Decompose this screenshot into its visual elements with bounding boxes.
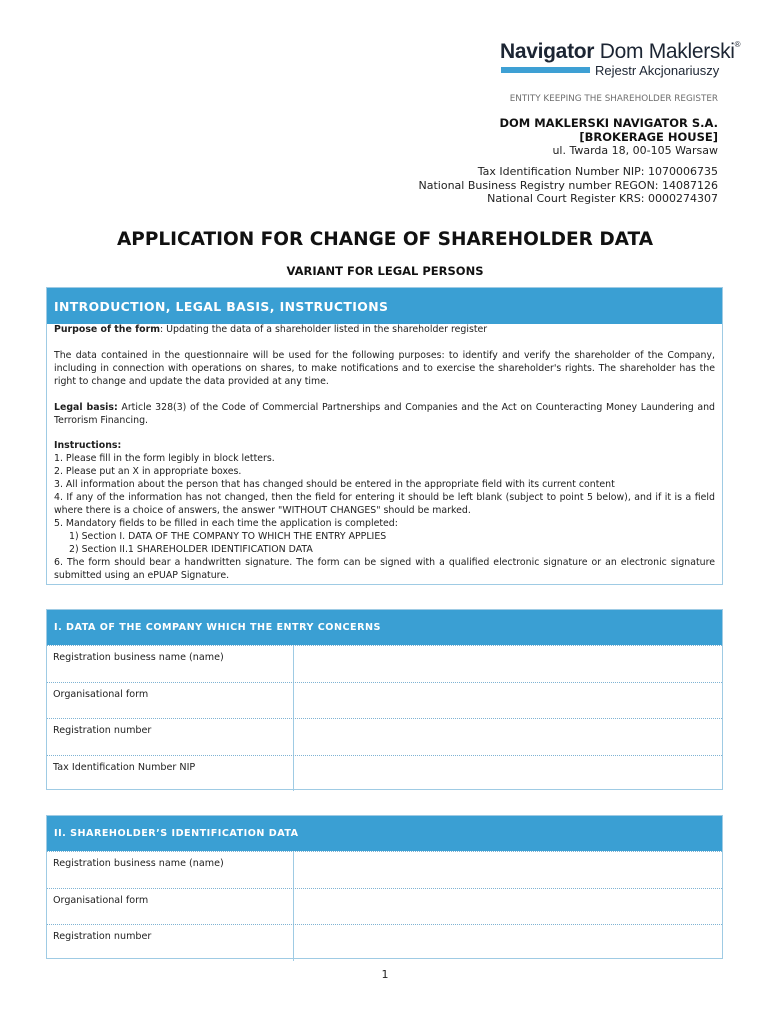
shareholder-registration-number-field[interactable] bbox=[294, 925, 722, 961]
form-row bbox=[47, 718, 722, 755]
instruction-item: 6. The form should bear a handwritten signature. The form can be signed with a qualified electronic signature or an electronic signature submitted using an ePUAP Signature. bbox=[54, 556, 715, 581]
field-label: Organisational form bbox=[47, 889, 294, 925]
logo-subtitle: Rejestr Akcjonariuszy bbox=[595, 63, 720, 78]
form-row bbox=[47, 851, 722, 888]
company-name: DOM MAKLERSKI NAVIGATOR S.A. bbox=[499, 116, 718, 130]
field-label: Registration business name (name) bbox=[47, 646, 294, 682]
instruction-item: 4. If any of the information has not changed, then the field for entering it should be left blank (subject to point 5 below), and if it is a field where there is a choice of answers, the answer "WITHOUT CHANGES" should be marked. bbox=[54, 492, 715, 516]
purpose-paragraph bbox=[54, 324, 715, 337]
nip-field[interactable] bbox=[294, 756, 722, 792]
shareholder-name-field[interactable] bbox=[294, 852, 722, 888]
document-subtitle: VARIANT FOR LEGAL PERSONS bbox=[286, 264, 484, 278]
logo-trademark: ® bbox=[734, 40, 741, 49]
form-row bbox=[47, 682, 722, 719]
krs-number: National Court Register KRS: 0000274307 bbox=[487, 192, 718, 205]
logo-brand-bold: Navigator bbox=[500, 40, 595, 63]
document-title: APPLICATION FOR CHANGE OF SHAREHOLDER DATA bbox=[116, 229, 654, 250]
legal-basis-paragraph bbox=[54, 402, 715, 428]
logo-accent-bar bbox=[501, 67, 590, 73]
company-name-field[interactable] bbox=[294, 646, 722, 682]
field-label: Registration number bbox=[47, 925, 294, 961]
legal-basis-label: Legal basis: bbox=[54, 401, 118, 413]
field-label: Registration business name (name) bbox=[47, 852, 294, 888]
instruction-item: 3. All information about the person that has changed should be entered in the appropriate field with its current content bbox=[54, 479, 615, 491]
page-number: 1 bbox=[381, 968, 389, 981]
regon-number: National Business Registry number REGON: 14087126 bbox=[418, 178, 718, 192]
section-i-heading: I. DATA OF THE COMPANY WHICH THE ENTRY CONCERNS bbox=[47, 610, 722, 645]
mandatory-section-item: 1) Section I. DATA OF THE COMPANY TO WHICH THE ENTRY APPLIES bbox=[69, 530, 387, 542]
form-row bbox=[47, 888, 722, 925]
shareholder-organisational-form-field[interactable] bbox=[294, 889, 722, 925]
shareholder-data-section bbox=[46, 815, 723, 959]
registration-info bbox=[419, 165, 719, 206]
purpose-text: : Updating the data of a shareholder listed in the shareholder register bbox=[160, 324, 488, 335]
nip-number: Tax Identification Number NIP: 1070006735 bbox=[477, 165, 718, 178]
navigator-logo bbox=[500, 40, 741, 82]
organisational-form-field[interactable] bbox=[294, 683, 722, 719]
legal-basis-text: Article 328(3) of the Code of Commercial Partnerships and Companies and the Act on Counteracting Money Laundering and Terrorism Financing. bbox=[54, 401, 715, 426]
logo-brand-light: Dom Maklerski bbox=[599, 40, 735, 63]
intro-section bbox=[46, 287, 723, 585]
field-label: Organisational form bbox=[47, 683, 294, 719]
field-label: Tax Identification Number NIP bbox=[47, 756, 294, 792]
entity-keeping-label: ENTITY KEEPING THE SHAREHOLDER REGISTER bbox=[509, 94, 718, 104]
data-purpose-paragraph: The data contained in the questionnaire will be used for the following purposes: to identify and verify the shareholder of the Company, including in connection with operations on shares, to make notifications and to exercise the shareholder's rights. The shareholder has the right to change and update the data provided at any time. bbox=[54, 349, 715, 387]
field-label: Registration number bbox=[47, 719, 294, 755]
instructions-label: Instructions: bbox=[54, 440, 122, 452]
instruction-item: 1. Please fill in the form legibly in block letters. bbox=[54, 453, 275, 465]
purpose-label: Purpose of the form bbox=[54, 324, 160, 335]
company-data-section bbox=[46, 609, 723, 790]
form-row bbox=[47, 755, 722, 792]
company-address: ul. Twarda 18, 00-105 Warsaw bbox=[552, 144, 718, 157]
form-row bbox=[47, 924, 722, 961]
instruction-item: 5. Mandatory fields to be filled in each time the application is completed: bbox=[54, 517, 398, 529]
logo-wordmark bbox=[500, 40, 740, 64]
instruction-item: 2. Please put an X in appropriate boxes. bbox=[54, 466, 242, 478]
form-row bbox=[47, 645, 722, 682]
mandatory-section-item: 2) Section II.1 SHAREHOLDER IDENTIFICATION DATA bbox=[69, 543, 313, 555]
company-name-block bbox=[499, 116, 718, 144]
company-type: [BROKERAGE HOUSE] bbox=[579, 130, 718, 144]
intro-heading: INTRODUCTION, LEGAL BASIS, INSTRUCTIONS bbox=[47, 288, 722, 324]
section-ii-heading: II. SHAREHOLDER’S IDENTIFICATION DATA bbox=[47, 816, 722, 851]
registration-number-field[interactable] bbox=[294, 719, 722, 755]
intro-body bbox=[47, 324, 722, 582]
